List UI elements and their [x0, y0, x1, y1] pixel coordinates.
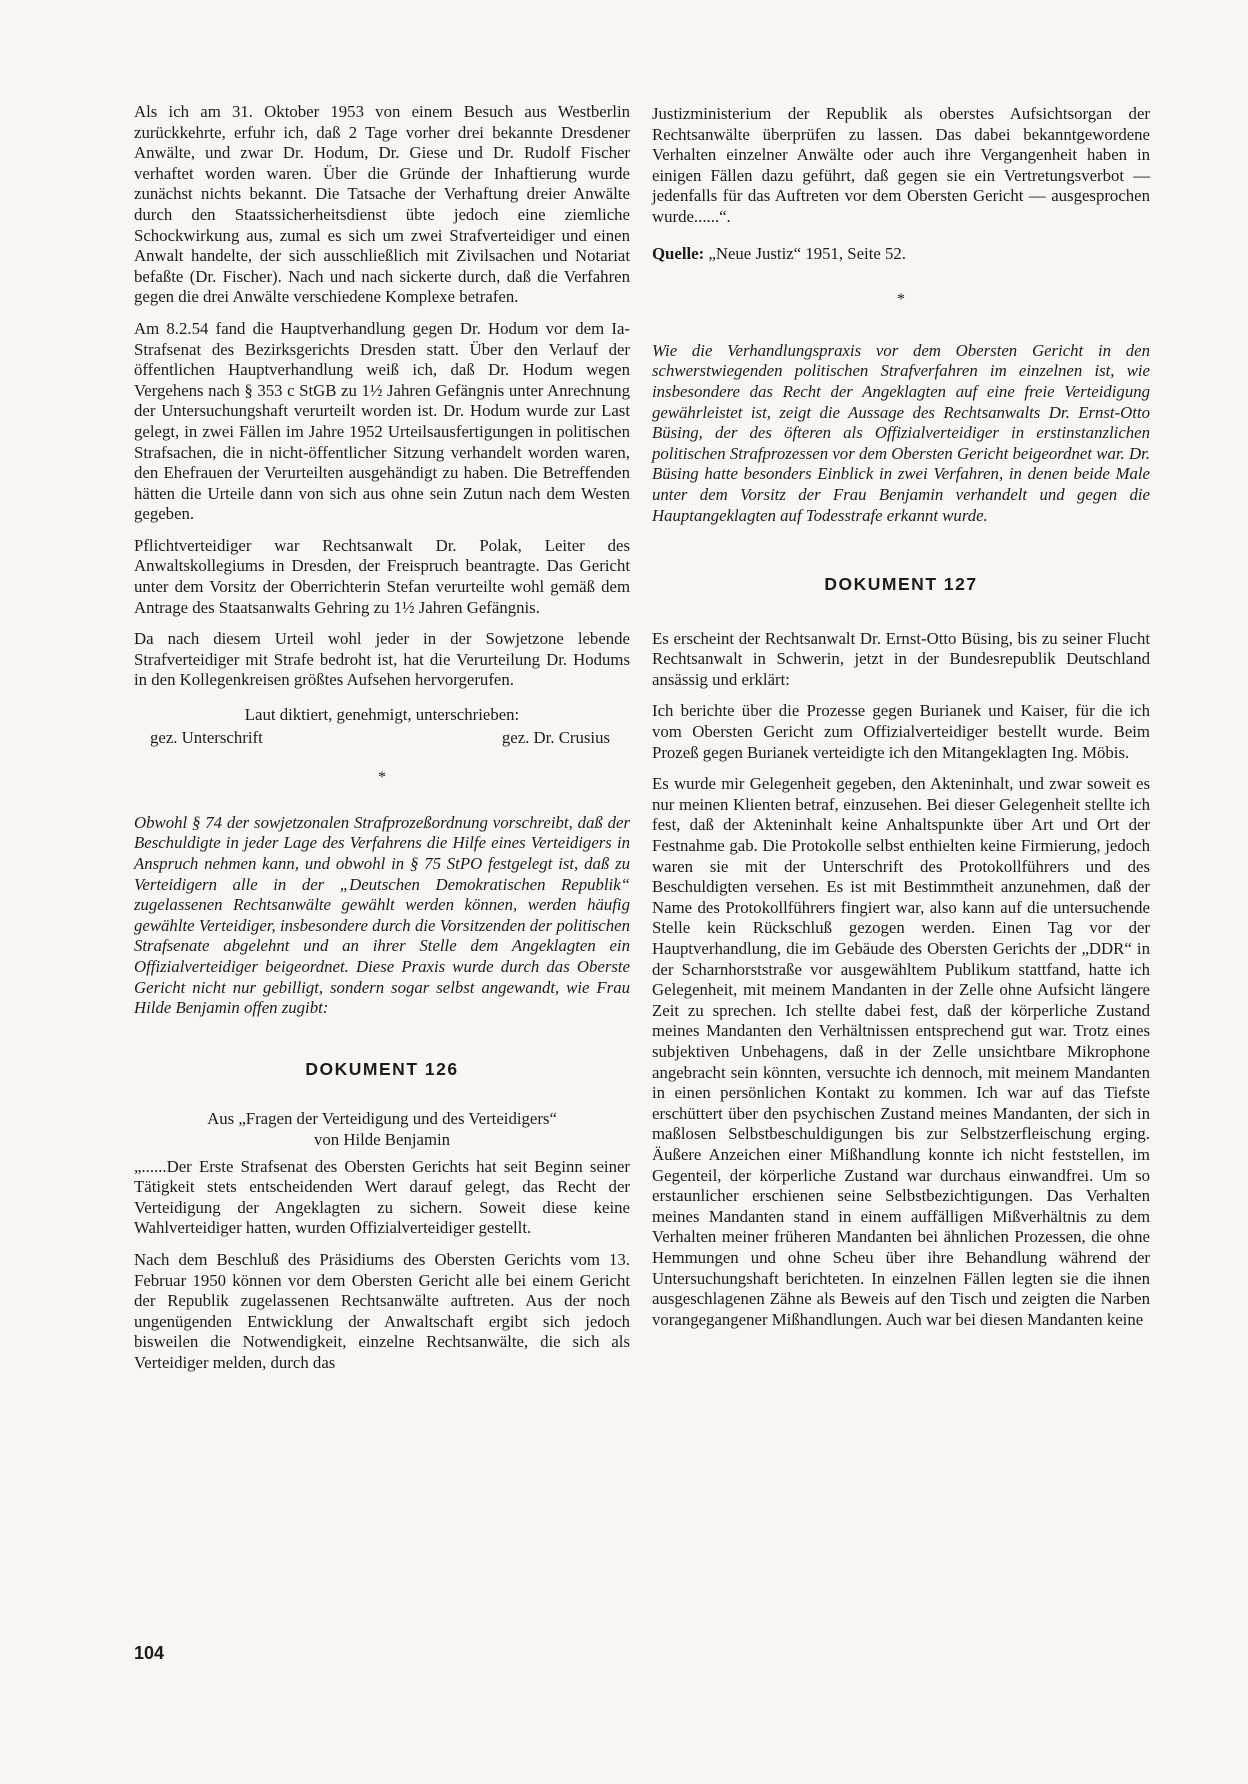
- signature-names: [134, 728, 630, 749]
- quote-paragraph: Nach dem Beschluß des Präsidiums des Obersten Gerichts vom 13. Februar 1950 können vor dem Obersten Gericht alle bei einem Gericht der Republik zugelassenen Rechtsanwälte auftreten. Aus der noch ungenügenden Entwicklung der Anwaltschaft ergibt sich jedoch bisweilen die Notwendigkeit, einzelne Rechtsanwälte, die sich als Verteidiger melden, durch das: [134, 1249, 630, 1372]
- right-column: [652, 104, 1150, 1341]
- source-author: von Hilde Benjamin: [313, 1129, 451, 1149]
- signature-right: gez. Dr. Crusius: [501, 727, 610, 747]
- source-reference: [652, 244, 1150, 265]
- section-separator: *: [897, 291, 905, 309]
- signature-block: [134, 705, 630, 748]
- quote-paragraph: „......Der Erste Strafsenat des Obersten Gerichts hat seit Beginn seiner Tätigkeit stets entscheidenden Wert darauf gelegt, das Recht der Verteidigung der Angeklagten zu sichern. Soweit diese keine Wahlverteidiger hatten, wurden Offizialverteidiger gestellt.: [134, 1156, 630, 1238]
- signature-line: Laut diktiert, genehmigt, unterschrieben:: [244, 705, 520, 725]
- source-label: Quelle:: [652, 243, 705, 263]
- document-heading: DOKUMENT 126: [305, 1058, 459, 1079]
- paragraph: Es wurde mir Gelegenheit gegeben, den Akteninhalt, und zwar soweit es nur meinen Klienten betraf, einzusehen. Bei dieser Gelegenheit stellte ich fest, daß der Akteninhalt keine Anhaltspunkte über Art und Ort der Festnahme gab. Die Protokolle selbst enthielten keine Firmierung, jedoch waren sie mit der Unterschrift des Protokollführers und des Beschuldigten versehen. Es ist mit Bestimmtheit anzunehmen, daß der Name des Protokollführers fingiert war, also kann auf die untersuchende Stelle kein Rückschluß gezogen werden. Einen Tag vor der Hauptverhandlung, die im Gebäude des Obersten Gerichts der „DDR“ in der Scharnhorststraße vor ausgewähltem Publikum stattfand, hatte ich Gelegenheit, mit meinem Mandanten in der Zelle ohne Aufsicht längere Zeit zu sprechen. Ich stellte dabei fest, daß der körperliche Zustand meines Mandanten den Verhältnissen entsprechend gut war. Trotz eines subjektiven Unbehagens, daß in der Zelle unsichtbare Mikrophone angebracht sein könnten, versuchte ich dennoch, mit meinem Mandanten in einen persönlichen Kontakt zu kommen. Ich war auf das Tiefste erschüttert über den psychischen Zustand meines Mandanten, der sich in maßlosen Selbstbeschuldigungen bis zur Selbstzerfleischung erging. Äußere Anzeichen einer Mißhandlung konnte ich nicht feststellen, im Gegenteil, der körperliche Zustand war durchaus einwandfrei. Um so erstaunlicher erschienen seine Selbstbezichtigungen. Das Verhalten meines Mandanten stand in einem auffälligen Mißverhältnis zu dem Verhalten meiner früheren Mandanten bei ähnlichen Prozessen, die ohne Hemmungen und ohne Scheu über ihre Behandlung während der Untersuchungshaft berichteten. In einzelnen Fällen legten sie die ihnen ausgeschlagenen Zähne als Beweis auf den Tisch und zeigten die Narben vorangegangener Mißhandlungen. Auch war bei diesen Mandanten keine: [652, 774, 1150, 1329]
- paragraph: Als ich am 31. Oktober 1953 von einem Besuch aus Westberlin zurückkehrte, erfuhr ich, daß 2 Tage vorher drei bekannte Dresdener Anwälte, und zwar Dr. Hodum, Dr. Giese und Dr. Rudolf Fischer verhaftet worden waren. Über die Gründe der Inhaftierung wurde zunächst nichts bekannt. Die Tatsache der Verhaftung dreier Anwälte durch den Staatssicherheitsdienst übte jedoch eine ziemliche Schockwirkung aus, zumal es sich um zwei Strafverteidiger und einen Anwalt handelte, der sich ausschließlich mit Zivilsachen und Notariat befaßte (Dr. Fischer). Nach und nach sickerte durch, daß die Verfahren gegen die drei Anwälte verschiedene Komplexe betrafen.: [134, 102, 630, 307]
- paragraph: Ich berichte über die Prozesse gegen Burianek und Kaiser, für die ich vom Obersten Gericht zum Offizialverteidiger bestellt wurde. Beim Prozeß gegen Burianek verteidigte ich den Mitangeklagten Ing. Möbis.: [652, 701, 1150, 762]
- paragraph: Da nach diesem Urteil wohl jeder in der Sowjetzone lebende Strafverteidiger mit Strafe bedroht ist, hat die Verurteilung Dr. Hodums in den Kollegenkreisen größtes Aufsehen hervorgerufen.: [134, 629, 630, 690]
- paragraph: Es erscheint der Rechtsanwalt Dr. Ernst-Otto Büsing, bis zu seiner Flucht Rechtsanwalt in Schwerin, jetzt in der Bundesrepublik Deutschland ansässig und erklärt:: [652, 628, 1150, 689]
- quote-continuation: Justizministerium der Republik als oberstes Aufsichtsorgan der Rechtsanwälte überprüfen zu lassen. Das dabei bekanntgewordene Verhalten einzelner Anwälte oder auch ihre Vergangenheit haben in einigen Fällen dazu geführt, daß gegen sie ein Vertretungsverbot — jedenfalls für das Auftreten vor dem Obersten Gericht — ausgesprochen wurde......“.: [652, 104, 1150, 226]
- document-heading: DOKUMENT 127: [824, 574, 978, 595]
- source-title: Aus „Fragen der Verteidigung und des Verteidigers“: [207, 1109, 557, 1129]
- paragraph: Pflichtverteidiger war Rechtsanwalt Dr. Polak, Leiter des Anwaltskollegiums in Dresden, der Freispruch beantragte. Das Gericht unter dem Vorsitz der Oberrichterin Stefan verurteilte wohl gemäß dem Antrage des Staatsanwalts Gehring zu 1½ Jahren Gefängnis.: [134, 535, 630, 617]
- left-column: [134, 102, 630, 1384]
- editorial-paragraph: Wie die Verhandlungspraxis vor dem Obersten Gericht in den schwerstwiegenden politischen Strafverfahren im einzelnen ist, wie insbesondere das Recht der Angeklagten auf eine freie Verteidigung gewährleistet ist, zeigt die Aussage des Rechtsanwalts Dr. Ernst-Otto Büsing, der des öfteren als Offizialverteidiger in erstinstanzlichen politischen Strafprozessen vor dem Obersten Gericht beigeordnet war. Dr. Büsing hatte besonders Einblick in zwei Verfahren, in denen beide Male unter dem Vorsitz der Frau Benjamin verhandelt und gegen die Hauptangeklagten auf Todesstrafe erkannt wurde.: [652, 340, 1150, 525]
- page-number: 104: [134, 1643, 165, 1663]
- signature-left: gez. Unterschrift: [150, 727, 263, 747]
- section-separator: *: [378, 769, 386, 787]
- paragraph: Am 8.2.54 fand die Hauptverhandlung gegen Dr. Hodum vor dem Ia-Strafsenat des Bezirksgerichts Dresden statt. Über den Verlauf der öffentlichen Hauptverhandlung weiß ich, daß Dr. Hodum wegen Vergehens nach § 353 c StGB zu 1½ Jahren Gefängnis unter Anrechnung der Untersuchungshaft verurteilt worden ist. Dr. Hodum wurde zur Last gelegt, in zwei Fällen im Jahre 1952 Urteilsausfertigungen in politischen Strafsachen, die in nicht-öffentlicher Sitzung verhandelt worden waren, den Ehefrauen der Verurteilten ausgehändigt zu haben. Die Betreffenden hätten die Urteile dann von sich aus ohne sein Zutun nach dem Westen gegeben.: [134, 318, 630, 524]
- editorial-paragraph: Obwohl § 74 der sowjetzonalen Strafprozeßordnung vorschreibt, daß der Beschuldigte in jeder Lage des Verfahrens die Hilfe eines Verteidigers in Anspruch nehmen kann, und obwohl in § 75 StPO festgelegt ist, daß zu Verteidigern alle in der „Deutschen Demokratischen Republik“ zugelassenen Rechtsanwälte gewählt werden können, werden häufig gewählte Verteidiger, insbesondere durch die Vorsitzenden der politischen Strafsenate abgelehnt und an ihrer Stelle dem Angeklagten ein Offizialverteidiger beigeordnet. Diese Praxis wurde durch das Oberste Gericht nicht nur gebilligt, sondern sogar selbst angewandt, wie Frau Hilde Benjamin offen zugibt:: [134, 812, 630, 1018]
- source-text: „Neue Justiz“ 1951, Seite 52.: [708, 243, 907, 263]
